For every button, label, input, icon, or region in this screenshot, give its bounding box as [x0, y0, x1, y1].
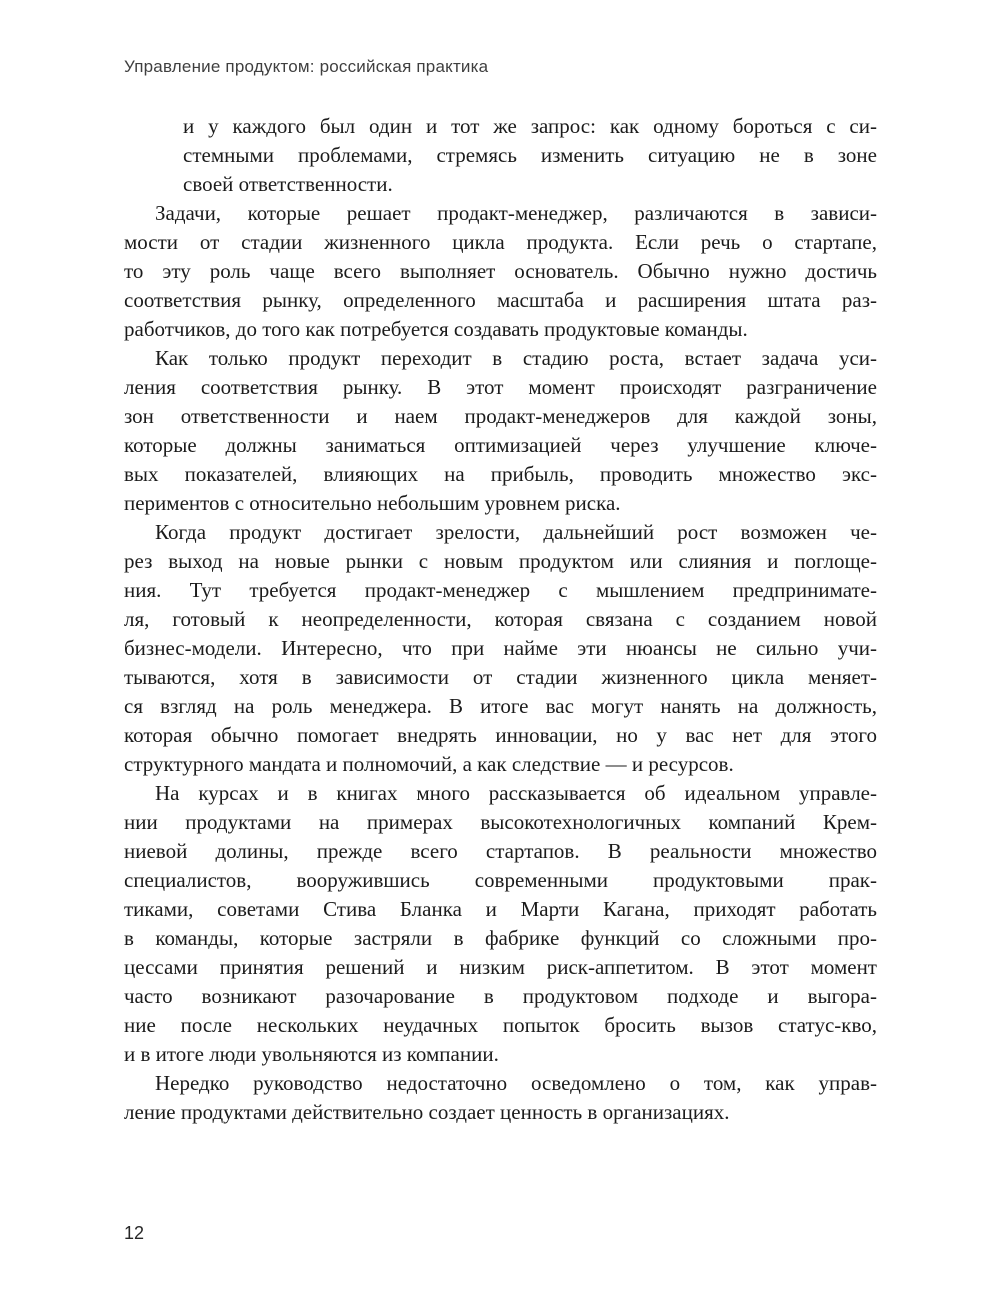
text-line: нии продуктами на примерах высокотехнологичных компаний Крем- [124, 810, 877, 834]
body-paragraph [124, 518, 877, 779]
text-line: то эту роль чаще всего выполняет основатель. Обычно нужно достичь [124, 259, 877, 283]
text-line: ля, готовый к неопределенности, которая связана с созданием новой [124, 607, 877, 631]
text-line: структурного мандата и полномочий, а как следствие — и ресурсов. [124, 752, 734, 776]
text-line: периментов с относительно небольшим уровнем риска. [124, 491, 621, 515]
text-line: часто возникают разочарование в продуктовом подходе и выгора- [124, 984, 877, 1008]
text-line: и в итоге люди увольняются из компании. [124, 1042, 499, 1066]
text-line: в команды, которые застряли в фабрике функций со сложными про- [124, 926, 877, 950]
page-number: 12 [124, 1223, 145, 1243]
body-paragraph [124, 779, 877, 1069]
text-line: бизнес-модели. Интересно, что при найме эти нюансы не сильно учи- [124, 636, 877, 660]
quote-continuation-paragraph [124, 112, 877, 199]
text-line: ния. Тут требуется продакт-менеджер с мышлением предпринимате- [124, 578, 877, 602]
text-line: рез выход на новые рынки с новым продуктом или слияния и поглоще- [124, 549, 877, 573]
text-line: соответствия рынку, определенного масштаба и расширения штата раз- [124, 288, 877, 312]
body-paragraph [124, 344, 877, 518]
body-paragraph [124, 199, 877, 344]
text-line: Задачи, которые решает продакт-менеджер, различаются в зависи- [155, 201, 877, 225]
text-line: мости от стадии жизненного цикла продукта. Если речь о стартапе, [124, 230, 877, 254]
text-line: вых показателей, влияющих на прибыль, проводить множество экс- [124, 462, 877, 486]
text-line: ниевой долины, прежде всего стартапов. В реальности множество [124, 839, 877, 863]
text-line: специалистов, вооружившись современными продуктовыми прак- [124, 868, 877, 892]
text-line: ние после нескольких неудачных попыток бросить вызов статус-кво, [124, 1013, 877, 1037]
text-line: тываются, хотя в зависимости от стадии жизненного цикла меняет- [124, 665, 877, 689]
text-block [124, 112, 877, 1127]
text-line: и у каждого был один и тот же запрос: как одному бороться с си- [183, 114, 877, 138]
text-line: цессами принятия решений и низким риск-аппетитом. В этот момент [124, 955, 877, 979]
text-line: ление продуктами действительно создает ценность в организациях. [124, 1100, 730, 1124]
text-line: Как только продукт переходит в стадию роста, встает задача уси- [155, 346, 877, 370]
text-line: стемными проблемами, стремясь изменить ситуацию не в зоне [183, 143, 877, 167]
text-line: ся взгляд на роль менеджера. В итоге вас могут нанять на должность, [124, 694, 877, 718]
text-line: тиками, советами Стива Бланка и Марти Кагана, приходят работать [124, 897, 877, 921]
text-line: своей ответственности. [183, 172, 393, 196]
text-line: которая обычно помогает внедрять инновации, но у вас нет для этого [124, 723, 877, 747]
running-header: Управление продуктом: российская практика [124, 57, 489, 76]
text-line: Когда продукт достигает зрелости, дальнейший рост возможен че- [155, 520, 877, 544]
text-line: работчиков, до того как потребуется создавать продуктовые команды. [124, 317, 748, 341]
text-line: ления соответствия рынку. В этот момент происходят разграничение [124, 375, 877, 399]
text-line: зон ответственности и наем продакт-менеджеров для каждой зоны, [124, 404, 877, 428]
body-paragraph [124, 1069, 877, 1127]
text-line: На курсах и в книгах много рассказывается об идеальном управле- [155, 781, 877, 805]
text-line: Нередко руководство недостаточно осведомлено о том, как управ- [155, 1071, 877, 1095]
text-line: которые должны заниматься оптимизацией через улучшение ключе- [124, 433, 877, 457]
